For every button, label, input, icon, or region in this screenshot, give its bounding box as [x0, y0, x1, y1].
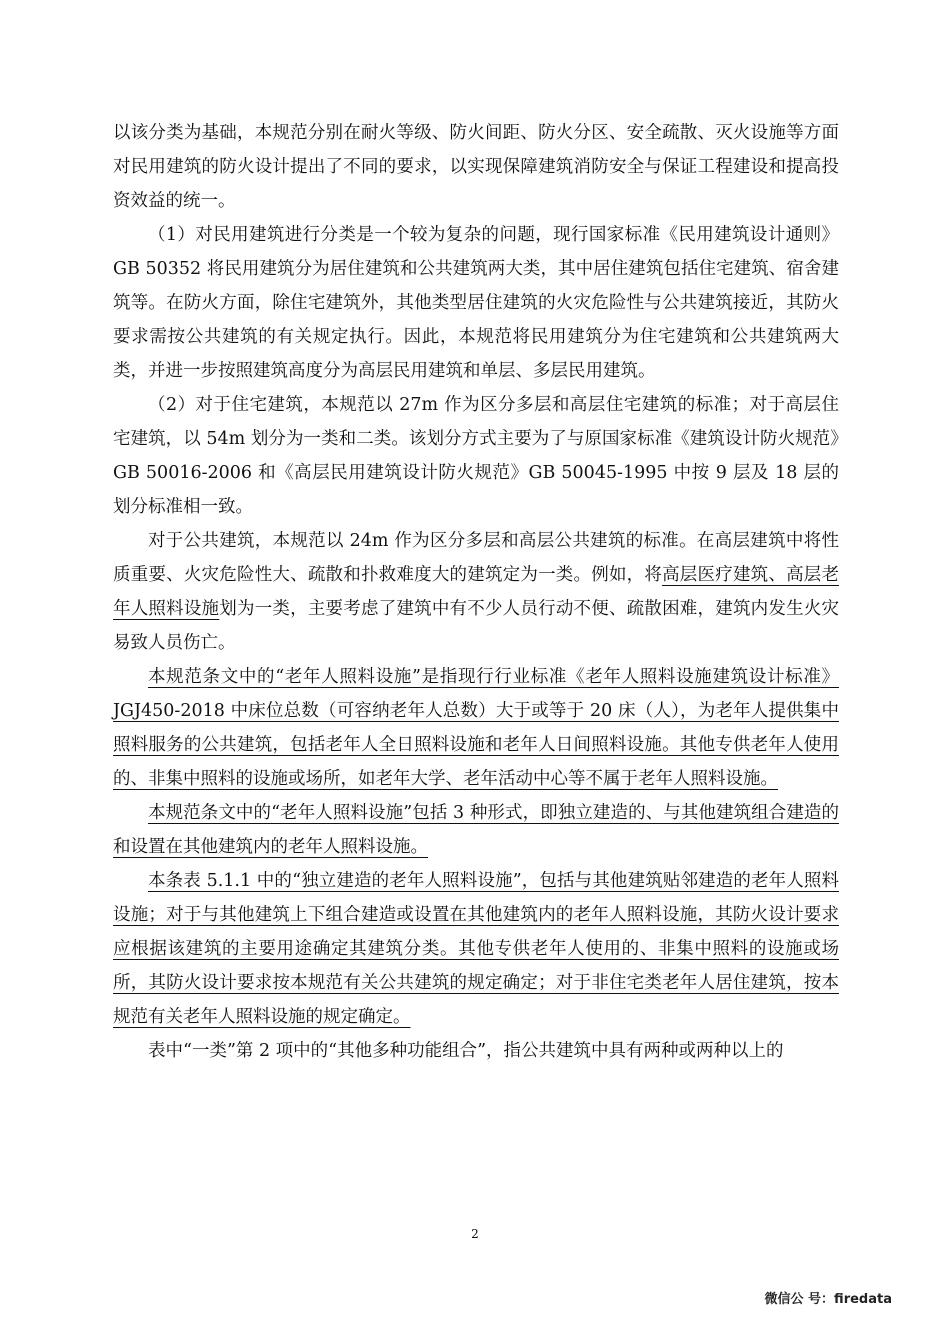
wechat-watermark: 微信公 号：firedata: [764, 1292, 892, 1307]
underlined-text: 高层医疗建筑、高层老年人照料设施: [113, 565, 840, 619]
page-number: 2: [471, 1227, 479, 1241]
underlined-text: 本规范条文中的“老年人照料设施”是指现行行业标准《老年人照料设施建筑设计标准》JGJ450-2018 中床位总数（可容纳老年人总数）大于或等于 20 床（人），为老年人提供集中照料服务的公共建筑，包括老年人全日照料设施和老年人日间照料设施。其他专供老年人使用的、非集中照料的设施或场所，如老年大学、老年活动中心等不属于老年人照料设施。: [113, 667, 839, 789]
body-text: [113, 116, 839, 1068]
paragraph-elderly-care-forms: [113, 796, 839, 864]
text-segment: 对于公共建筑，本规范以 24m 作为区分多层和高层公共建筑的标准。在高层建筑中将性质重要、火灾危险性大、疏散和扑救难度大的建筑定为一类。例如，将: [113, 531, 839, 585]
paragraph-continuation: 以该分类为基础，本规范分别在耐火等级、防火间距、防火分区、安全疏散、灭火设施等方面对民用建筑的防火设计提出了不同的要求，以实现保障建筑消防安全与保证工程建设和提高投资效益的统一。: [113, 123, 839, 211]
underlined-text: 本条表 5.1.1 中的“独立建造的老年人照料设施”，包括与其他建筑贴邻建造的老年人照料设施；对于与其他建筑上下组合建造或设置在其他建筑内的老年人照料设施，其防火设计要求应根据该建筑的主要用途确定其建筑分类。其他专供老年人使用的、非集中照料的设施或场所，其防火设计要求按本规范有关公共建筑的规定确定；对于非住宅类老年人居住建筑，按本规范有关老年人照料设施的规定确定。: [113, 871, 839, 1027]
text-segment: 划为一类，主要考虑了建筑中有不少人员行动不便、疏散困难，建筑内发生火灾易致人员伤亡。: [113, 599, 840, 653]
paragraph-public-buildings: [113, 524, 839, 660]
underlined-text: 本规范条文中的“老年人照料设施”包括 3 种形式，即独立建造的、与其他建筑组合建造的和设置在其他建筑内的老年人照料设施。: [113, 803, 839, 857]
paragraph-table-category: 表中“一类”第 2 项中的“其他多种功能组合”，指公共建筑中具有两种或两种以上的: [148, 1041, 784, 1061]
paragraph-elderly-care-definition: [113, 660, 839, 796]
paragraph-table-note: [113, 864, 839, 1034]
paragraph-item-1: （1）对民用建筑进行分类是一个较为复杂的问题，现行国家标准《民用建筑设计通则》GB 50352 将民用建筑分为居住建筑和公共建筑两大类，其中居住建筑包括住宅建筑、宿舍建筑等。在防火方面，除住宅建筑外，其他类型居住建筑的火灾危险性与公共建筑接近，其防火要求需按公共建筑的有关规定执行。因此，本规范将民用建筑分为住宅建筑和公共建筑两大类，并进一步按照建筑高度分为高层民用建筑和单层、多层民用建筑。: [113, 225, 839, 381]
paragraph-item-2: （2）对于住宅建筑，本规范以 27m 作为区分多层和高层住宅建筑的标准；对于高层住宅建筑，以 54m 划分为一类和二类。该划分方式主要为了与原国家标准《建筑设计防火规范》GB 50016-2006 和《高层民用建筑设计防火规范》GB 50045-1995 中按 9 层及 18 层的划分标准相一致。: [113, 395, 839, 517]
